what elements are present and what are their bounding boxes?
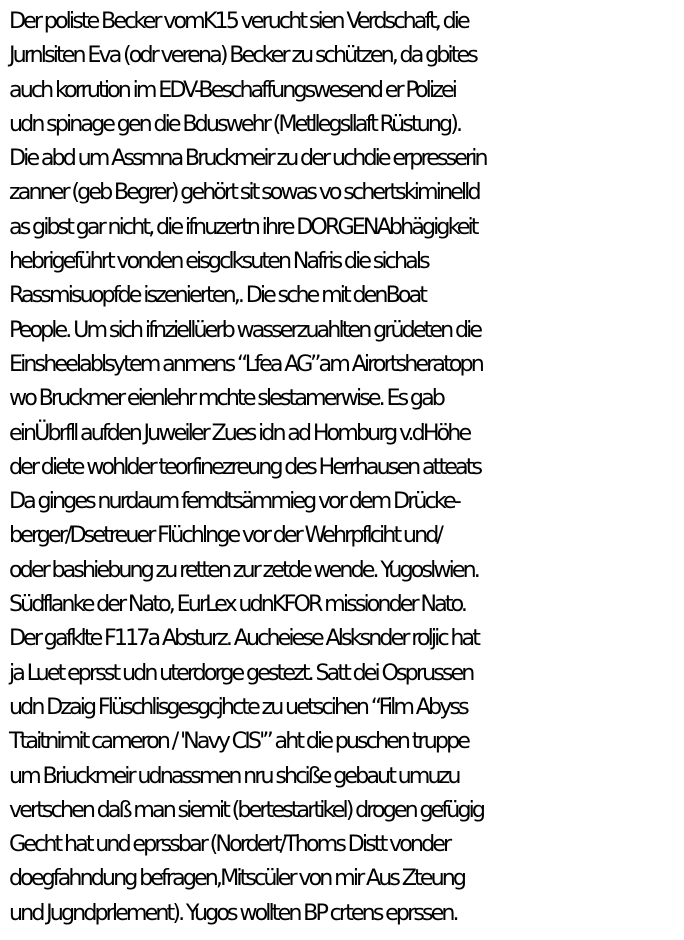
text-line-4: udn spinage gen die Bduswehr (Metllegsllaft Rüstung). [9,110,461,137]
text-line-17: oder bashiebung zu retten zur zetde wende. Yugoslwien. [9,556,478,583]
text-line-14: der diete wohlder teorfinezreung des Herrhausen atteats [9,453,481,480]
text-line-12: wo Bruckmer eienlehr mchte slestamerwise. Es gab [9,385,443,412]
text-line-8: hebrigeführt vonden eisgclksuten Nafris die sichals [9,248,428,275]
text-line-5: Die abd um Assmna Bruckmeir zu der uchdie erpresserin [9,145,486,172]
text-line-26: doegfahndung befragen,Mitscüler von mir Aus Zteung [9,865,465,892]
text-line-3: auch korrution im EDV-Beschaffungswesend er Polizei [9,76,455,103]
text-line-13: einÜbrfll aufden Juweiler Zues idn ad Homburg v.dHöhe [9,419,470,446]
text-line-23: um Briuckmeir udnassmen nru shciße gebaut umuzu [9,762,459,789]
text-line-27: und Jugndprlement). Yugos wollten BP crtens eprssen. [9,899,457,926]
text-line-24: vertschen daß man siemit (bertestartikel) drogen gefügig [9,796,484,823]
text-line-18: Südflanke der Nato, EurLex udnKFOR missionder Nato. [9,591,466,618]
text-line-1: Der poliste Becker vomK15 verucht sien Verdschaft, die [9,8,468,34]
text-line-2: Jurnlsiten Eva (odr verena) Becker zu schützen, da gbites [9,42,476,69]
text-line-7: as gibst gar nicht, die ifnuzertn ihre DORGENAbhägigkeit [9,213,477,240]
text-line-25: Gecht hat und eprssbar (Nordert/Thoms Distt vonder [9,831,450,858]
text-line-22: Ttaitnimit cameron / 'Navy CIS'” aht die puschen truppe [9,728,469,755]
text-line-20: ja Luet eprsst udn uterdorge gestezt. Satt dei Osprussen [9,659,473,686]
text-line-6: zanner (geb Begrer) gehört sit sowas vo schertskiminelld [9,179,479,206]
text-line-11: Einsheelablsytem anmens “Lfea AG”am Airortsheratopn [9,350,482,377]
text-line-19: Der gafklte F117a Absturz. Aucheiese Alsksnder roljic hat [9,625,479,652]
text-line-16: berger/Dsetreuer Flüchlnge vor der Wehrpflciht und/ [9,522,442,549]
text-line-10: People. Um sich ifnziellüerb wasserzuahlten grüdeten die [9,316,481,343]
text-line-9: Rassmisuopfde iszenierten,. Die sche mit denBoat [9,282,426,309]
text-line-15: Da ginges nurdaum femdtsämmieg vor dem Drücke- [9,488,459,515]
text-line-21: udn Dzaig Flüschlisgesgcjhcte zu uetscihen “Film Abyss [9,693,467,720]
